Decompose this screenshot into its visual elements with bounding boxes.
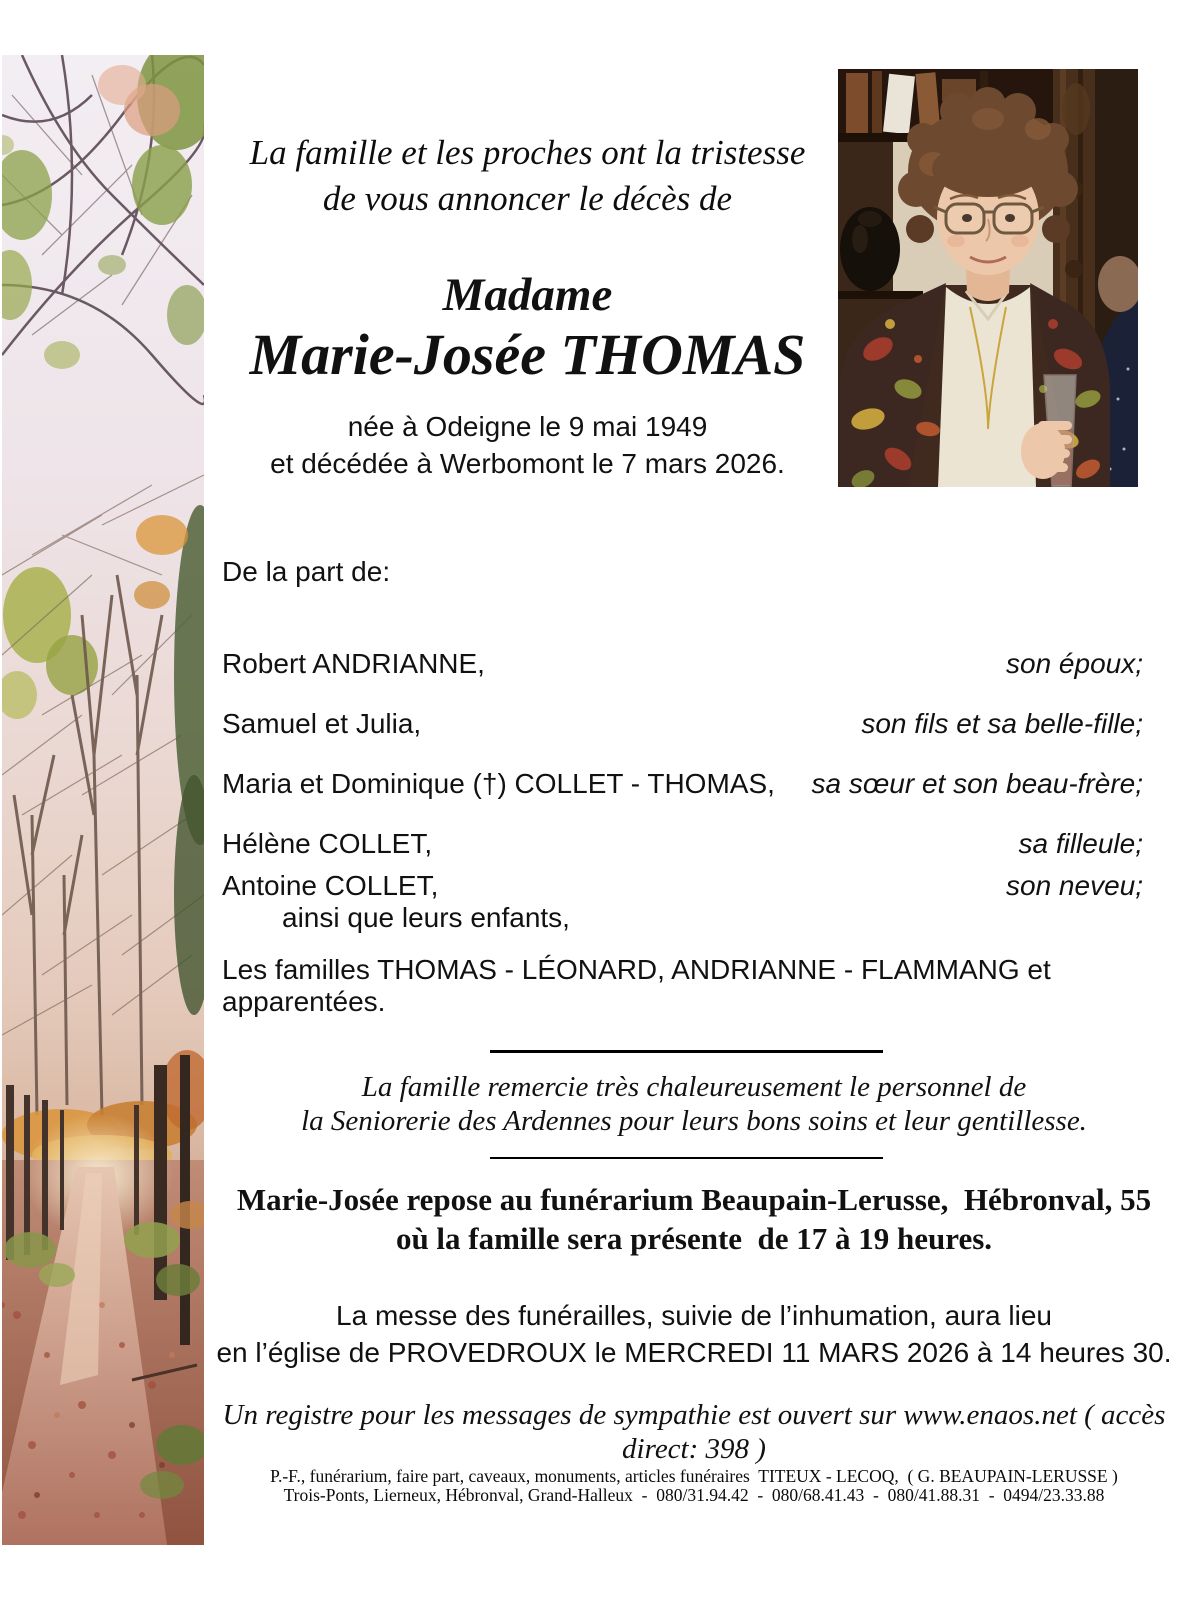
relative-relation: son époux;: [1006, 648, 1143, 679]
footer-line-2: Trois-Ponts, Lierneux, Hébronval, Grand-Halleux - 080/31.94.42 - 080/68.41.43 - 080/41.88.31 - 0494/23.33.88: [283, 1485, 1105, 1505]
mass-line-2: en l’église de PROVEDROUX le MERCREDI 11 MARS 2026 à 14 heures 30.: [216, 1337, 1172, 1368]
relative-name: Hélène COLLET,: [222, 828, 433, 859]
forest-path-photo: [2, 55, 204, 1545]
portrait-photo: [838, 69, 1138, 487]
repose-line-1: Marie-Josée repose au funérarium Beaupain-Lerusse, Hébronval, 55: [236, 1182, 1152, 1217]
relative-row: [222, 768, 1143, 800]
relative-relation: sa sœur et son beau-frère;: [811, 768, 1143, 799]
deceased-name: Marie-Josée THOMAS: [249, 322, 806, 387]
repose-text: [205, 1180, 1183, 1258]
relative-name: Antoine COLLET,: [222, 870, 439, 901]
relative-row: [222, 648, 1143, 680]
mass-text: [205, 1297, 1183, 1371]
portrait-art: [838, 69, 1138, 487]
children-note: ainsi que leurs enfants,: [282, 902, 570, 933]
forest-photo-art: [2, 55, 204, 1545]
relative-relation: son fils et sa belle-fille;: [861, 708, 1143, 739]
relative-row: [222, 708, 1143, 740]
thanks-line-2: la Seniorerie des Ardennes pour leurs bons soins et leur gentillesse.: [301, 1105, 1087, 1137]
register-line: Un registre pour les messages de sympathie est ouvert sur www.enaos.net ( accès direct: 398 ): [222, 1399, 1166, 1465]
funeral-home-footer: [205, 1467, 1183, 1505]
birth-death-dates: [205, 408, 850, 482]
repose-line-2: où la famille sera présente de 17 à 19 heures.: [395, 1221, 993, 1256]
from-label: De la part de:: [222, 556, 391, 587]
relative-name: Maria et Dominique (†) COLLET - THOMAS,: [222, 768, 775, 799]
death-line: et décédée à Werbomont le 7 mars 2026.: [270, 448, 785, 479]
relative-row: [222, 870, 1143, 902]
hair-fringe: [932, 141, 1044, 197]
intro-text: [205, 130, 850, 222]
thanks-text: [205, 1070, 1183, 1138]
thanks-line-1: La famille remercie très chaleureusement le personnel de: [361, 1071, 1027, 1103]
divider: [490, 1050, 883, 1053]
birth-line: née à Odeigne le 9 mai 1949: [347, 411, 708, 442]
relative-row: [222, 828, 1143, 860]
relative-relation: son neveu;: [1006, 870, 1143, 901]
intro-line-2: de vous annoncer le décès de: [322, 179, 733, 218]
divider: [490, 1157, 883, 1159]
relative-relation: sa filleule;: [1018, 828, 1143, 859]
relative-name: Samuel et Julia,: [222, 708, 422, 739]
deceased-title: Madame: [442, 269, 613, 321]
relative-name: Robert ANDRIANNE,: [222, 648, 485, 679]
intro-line-1: La famille et les proches ont la tristesse: [249, 133, 806, 172]
mass-line-1: La messe des funérailles, suivie de l’inhumation, aura lieu: [336, 1300, 1052, 1331]
families-line: Les familles THOMAS - LÉONARD, ANDRIANNE - FLAMMANG et apparentées.: [222, 954, 1051, 1017]
footer-line-1: P.-F., funérarium, faire part, caveaux, monuments, articles funéraires TITEUX - LECOQ, ( G. BEAUPAIN-LERUSSE ): [270, 1466, 1118, 1486]
